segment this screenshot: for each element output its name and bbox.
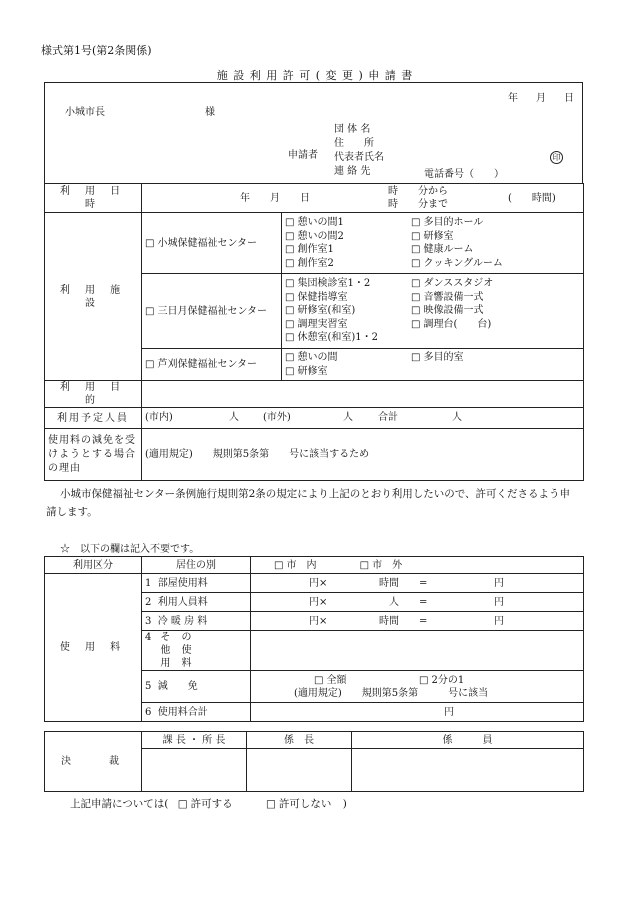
people-total-label: 合計 [378,412,398,423]
fee-calc[interactable] [251,593,584,612]
room-checkbox[interactable]: □ 音響設備一式 [411,291,521,305]
facility-ogi-checkbox[interactable] [142,213,282,274]
fee-item-name: そ の 他 使 用 料 [160,632,196,669]
fee-row [45,574,584,593]
usage-category-label: 利用区分 [45,557,142,574]
room-checkbox[interactable]: □ 創作室2 [285,257,411,271]
fee-calc-text: 円× [309,615,328,627]
addressee: 小城市長 [65,107,105,118]
room-checkbox[interactable]: □ 憩いの間2 [285,230,411,244]
approval-table [44,731,584,792]
fee-item [142,703,251,722]
fee-calc[interactable] [251,703,584,722]
room-checkbox[interactable]: □ 創作室1 [285,243,411,257]
date-text: 年 月 日 [240,193,310,204]
fee-label: 使 用 料 [45,574,142,722]
fee-calc[interactable] [251,574,584,593]
approval-label: 決 裁 [45,732,142,792]
purpose-label: 利 用 目 的 [45,381,142,408]
room-checkbox[interactable]: □ 集団検診室1・2 [285,277,411,291]
fee-item-name: 使用料合計 [157,706,208,718]
exemption-half-checkbox[interactable]: □ 2分の1 [419,674,464,687]
approval-stamp-staff[interactable] [352,749,584,792]
facility-ashikari-checkbox[interactable] [142,349,282,381]
approval-header-row [45,732,584,749]
fee-calc-text: = [419,615,428,627]
addressee-suffix: 様 [205,107,215,118]
facility-mikazuki-name: 三日月保健福祉センター [157,305,268,317]
people-unit: 人 [452,412,462,423]
contact-label: 連 絡 先 [334,166,371,177]
facility-ashikari-name: 芦刈保健福祉センター [157,359,258,370]
room-checkbox[interactable]: □ ダンススタジオ [411,277,521,291]
usage-datetime-row [45,184,584,213]
approval-stamp-supervisor[interactable] [247,749,352,792]
fee-item-no: 3 [145,615,152,627]
application-table [44,183,584,481]
fee-calc-text: = [419,577,428,589]
reduction-row [45,429,584,481]
approval-col-chief: 課 長 ・ 所 長 [142,732,247,749]
org-name-label: 団 体 名 [334,124,371,135]
room-checkbox[interactable]: □ 多目的ホール [411,216,521,230]
room-checkbox[interactable]: □ 健康ルーム [411,243,521,257]
purpose-input[interactable] [142,381,584,408]
room-checkbox[interactable]: □ 休憩室(和室)1・2 [285,331,411,345]
fee-calc-text: 円 [494,615,504,627]
fee-item [142,612,251,631]
seal-icon: 印 [550,151,563,164]
fee-calc-text: 円 [444,706,454,718]
room-checkbox[interactable]: □ 憩いの間1 [285,216,411,230]
fee-item [142,671,251,703]
fee-table [44,556,584,722]
applicant-fields [334,123,384,179]
room-checkbox[interactable]: □ 調理実習室 [285,318,411,332]
phone-label: 電話番号（ ） [424,169,504,180]
fee-calc-text: 円 [494,577,504,589]
facility-ogi-name: 小城保健福祉センター [157,237,258,249]
residence-label: 居住の別 [142,557,251,574]
approval-col-staff: 係 員 [352,732,584,749]
room-checkbox[interactable]: □ クッキングルーム [411,257,521,271]
people-outside-label: (市外) [263,412,291,423]
fee-item-name: 利用人員料 [157,596,208,608]
fee-item [142,593,251,612]
fee-header-row [45,557,584,574]
fee-item-name: 減 免 [157,681,198,692]
room-checkbox[interactable]: □ 映像設備一式 [411,304,521,318]
decision-line [70,796,347,811]
time-from: 時 分から [388,186,448,197]
permit-checkbox[interactable]: □ 許可する [178,798,233,810]
purpose-row [45,381,584,408]
fee-calc-text: 人 [389,596,399,608]
time-to: 時 分まで [388,199,448,210]
facility-mikazuki-checkbox[interactable] [142,274,282,349]
deny-checkbox[interactable]: □ 許可しない [266,798,331,810]
fee-item-no: 2 [145,596,152,608]
exemption-full-checkbox[interactable]: □ 全額 [314,674,346,687]
fee-calc-text: 時間 [379,577,399,589]
usage-datetime-label: 利 用 日 時 [45,184,142,213]
facilities-label: 利 用 施 設 [45,213,142,381]
facility-row-ogi [45,213,584,274]
fee-item-no: 5 [145,681,152,692]
exemption-rule-text: (適用規定) 規則第5条第 号に該当 [294,687,489,699]
application-header-box [44,82,583,184]
fee-item-name: 部屋使用料 [157,577,208,589]
room-checkbox[interactable]: □ 調理台( 台) [411,318,521,332]
reduction-input[interactable] [142,429,584,481]
fee-calc-text: = [419,596,428,608]
reduction-label: 使用料の減免を受けようとする場合の理由 [45,429,142,481]
fee-item-no: 4 [145,632,152,643]
decision-suffix: ) [342,798,347,810]
fee-item [142,574,251,593]
fee-calc[interactable] [251,612,584,631]
people-input[interactable] [142,408,584,429]
facility-ogi-rooms [282,213,584,274]
room-checkbox[interactable]: □ 研修室(和室) [285,304,411,318]
representative-label: 代表者氏名 [334,152,384,163]
reduction-text: (適用規定) 規則第5条第 号に該当するため [145,449,370,460]
usage-datetime-input[interactable] [142,184,584,213]
fee-calc-text: 円× [309,577,328,589]
room-checkbox[interactable]: □ 保健指導室 [285,291,411,305]
residence-options [251,557,584,574]
residence-outside-checkbox[interactable]: □ 市 外 [360,560,402,571]
month-label: 月 [536,93,546,104]
address-label: 住 所 [334,138,374,149]
people-unit: 人 [343,412,353,423]
decision-prefix: 上記申請については( [70,798,169,810]
residence-inside-checkbox[interactable]: □ 市 内 [274,560,316,571]
applicant-label: 申請者 [288,150,318,161]
people-inside-label: (市内) [145,412,173,423]
fee-item-name: 冷 暖 房 料 [157,615,208,627]
fee-item-no: 1 [145,577,152,589]
exemption-cell[interactable] [251,671,584,703]
date-fields [508,89,574,104]
fee-calc-text: 円× [309,596,328,608]
facility-mikazuki-rooms [282,274,584,349]
room-checkbox[interactable]: □ 憩いの間 [285,351,411,365]
room-checkbox[interactable]: □ 多目的室 [411,351,521,365]
people-row [45,408,584,429]
room-checkbox[interactable]: □ 研修室 [285,365,411,379]
fee-calc[interactable] [251,631,584,671]
form-title: 施 設 利 用 許 可 ( 変 更 ) 申 請 書 [216,69,414,82]
fee-calc-text: 時間 [379,615,399,627]
declaration-text: 小城市保健福祉センター条例施行規則第2条の規定により上記のとおり利用したいので、許可くださるよう申請します。 [46,488,571,518]
approval-col-supervisor: 係 長 [247,732,352,749]
fee-calc-text: 円 [494,596,504,608]
form-number: 様式第1号(第2条関係) [41,44,152,57]
note-text: ☆ 以下の欄は記入不要です。 [60,544,200,555]
room-checkbox[interactable]: □ 研修室 [411,230,521,244]
people-label: 利用予定人員 [45,408,142,429]
people-unit: 人 [229,412,239,423]
fee-item-no: 6 [145,706,152,718]
hours-text: ( 時間) [508,193,556,204]
approval-stamp-chief[interactable] [142,749,247,792]
facility-ashikari-rooms [282,349,584,381]
day-label: 日 [564,93,574,104]
year-label: 年 [508,93,518,104]
fee-item [142,631,251,671]
